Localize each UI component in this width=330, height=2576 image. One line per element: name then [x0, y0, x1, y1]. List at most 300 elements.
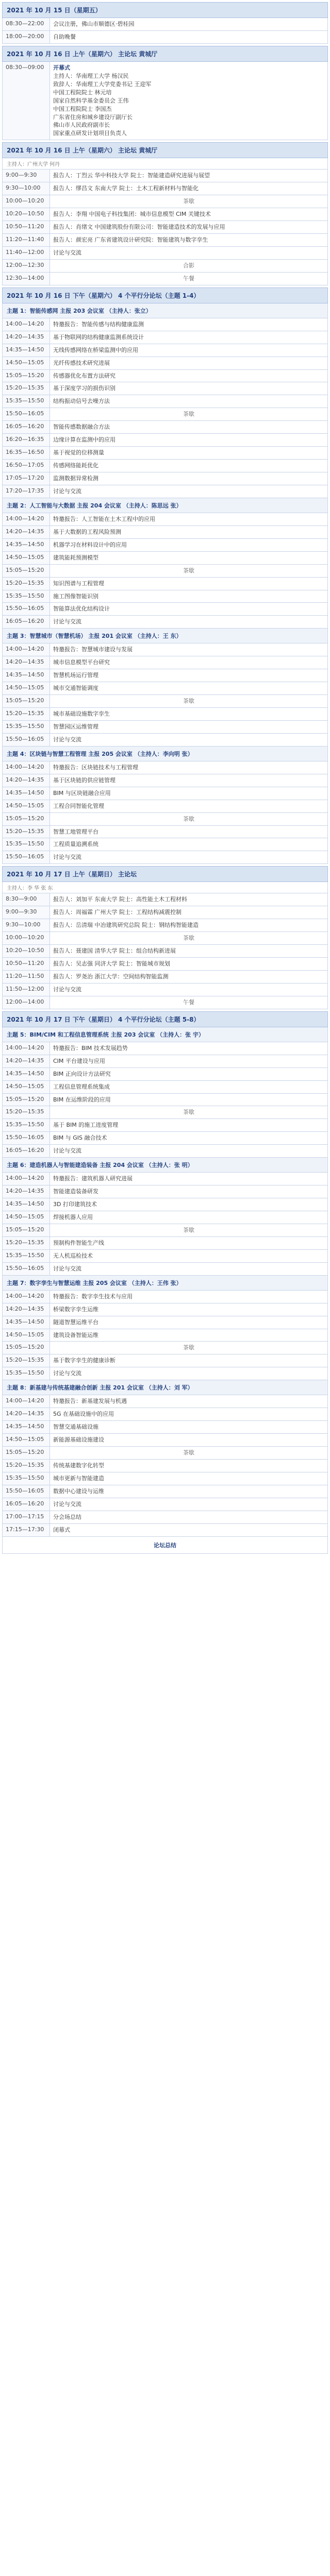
day3-chair: 主持人：李 华 张 东: [2, 882, 328, 893]
schedule-row: [2, 234, 328, 247]
schedule-row: [2, 1485, 328, 1498]
row-time: 14:50—15:05: [3, 1081, 50, 1093]
schedule-row: [2, 539, 328, 552]
row-content: 基于大数据的工程风险预测: [53, 528, 121, 535]
schedule-row: [2, 1263, 328, 1276]
row-time: 14:35—14:50: [3, 1198, 50, 1211]
row-time: 10:20—10:50: [3, 208, 50, 221]
schedule-row: [2, 1237, 328, 1250]
row-content: 城市信息模型平台研究: [53, 659, 110, 666]
schedule-row: [2, 1367, 328, 1380]
row-time: 15:05—15:20: [3, 1224, 50, 1236]
schedule-row: [2, 260, 328, 273]
row-content: 智慧工地管理平台: [53, 828, 98, 835]
opening-content: [50, 62, 327, 140]
row-time: 10:20—10:50: [3, 945, 50, 957]
row-content: 特邀报告：新基建发展与机遇: [53, 1398, 127, 1405]
opening-line: 国家重点研发计划项目负责人: [53, 130, 127, 137]
row-time: 08:30—22:00: [3, 18, 50, 30]
schedule-row: [2, 1094, 328, 1107]
row-time: 15:50—16:05: [3, 1132, 50, 1144]
row-time: 16:05—16:20: [3, 421, 50, 433]
row-time: 14:35—14:50: [3, 669, 50, 682]
row-time: 15:35—15:50: [3, 590, 50, 603]
row-content: 城市更新与智能建造: [53, 1475, 104, 1482]
row-content: 报告人：罗尧治 浙江大学：空间结构智能监测: [53, 973, 169, 980]
schedule-row: [2, 1524, 328, 1537]
row-content: 午餐: [183, 998, 194, 1006]
row-time: 11:20—11:50: [3, 971, 50, 983]
row-content: 讨论与交流: [53, 487, 81, 495]
row-content: 特邀报告：数字孪生技术与应用: [53, 1293, 133, 1300]
row-time: 14:35—14:50: [3, 1421, 50, 1433]
schedule-row: [2, 1173, 328, 1185]
row-content: 会议注册，佛山市顺德区·碧桂园: [53, 21, 135, 27]
schedule-row: [2, 578, 328, 590]
row-content: 智慧园区运维管理: [53, 723, 98, 730]
row-time: 10:00—10:20: [3, 932, 50, 944]
schedule-row: [2, 1316, 328, 1329]
row-time: 14:20—14:35: [3, 656, 50, 669]
row-content: 自助晚餐: [53, 33, 76, 40]
row-time: 14:20—14:35: [3, 1303, 50, 1316]
row-content: 城市基础设施数字孪生: [53, 710, 110, 717]
schedule-row: [2, 1291, 328, 1303]
row-time: 12:00—12:30: [3, 260, 50, 272]
row-content: BIM 在运维阶段的应用: [53, 1096, 111, 1103]
schedule-row: [2, 344, 328, 357]
row-time: 15:35—15:50: [3, 1250, 50, 1262]
day2pm-sessions: [2, 303, 328, 865]
session-title: 主题 5：BIM/CIM 和工程信息管理系统 主报 203 会议室 （主持人：张 宇）: [2, 1027, 328, 1042]
row-content: CIM 平台建设与应用: [53, 1057, 105, 1064]
schedule-row: [2, 787, 328, 800]
schedule-row: [2, 945, 328, 958]
row-time: 15:35—15:50: [3, 395, 50, 408]
schedule-row: [2, 434, 328, 447]
row-content: 建筑能耗预测模型: [53, 554, 98, 561]
row-content: 结构振动信号去噪方法: [53, 398, 110, 405]
row-time: 10:50—11:20: [3, 958, 50, 970]
row-time: 9:00—9:30: [3, 906, 50, 919]
row-content: BIM 正向设计方法研究: [53, 1070, 111, 1077]
row-time: 14:00—14:20: [3, 318, 50, 331]
schedule-row: [2, 221, 328, 234]
row-time: 15:05—15:20: [3, 695, 50, 707]
opening-title: 开幕式: [53, 64, 70, 71]
row-content: 3D 打印建筑技术: [53, 1201, 97, 1208]
row-content: 报告人：李翔 中国电子科技集团：城市信息模型 CIM 关键技术: [53, 211, 211, 218]
schedule-row: [2, 919, 328, 932]
row-time: 9:00—9:30: [3, 170, 50, 182]
row-time: 18:00—20:00: [3, 31, 50, 43]
row-content: 基于 BIM 的施工进度管理: [53, 1122, 119, 1129]
row-content: 智慧机场运行管理: [53, 672, 98, 679]
row-time: 14:20—14:35: [3, 774, 50, 787]
schedule-row: [2, 1421, 328, 1434]
row-time: 15:35—15:50: [3, 1472, 50, 1485]
row-time: 15:20—15:35: [3, 1237, 50, 1249]
row-time: 10:50—11:20: [3, 221, 50, 233]
row-time: 15:35—15:50: [3, 838, 50, 851]
row-time: 9:30—10:00: [3, 182, 50, 195]
schedule-row: [2, 851, 328, 864]
row-content: 茶歇: [183, 1449, 194, 1456]
row-content: 报告人：缪昌文 东南大学 院士：土木工程新材料与智能化: [53, 185, 199, 192]
row-time: 15:20—15:35: [3, 1354, 50, 1367]
opening-row: [2, 62, 328, 140]
row-time: 14:50—15:05: [3, 1329, 50, 1342]
day2-keynotes: [2, 170, 328, 285]
row-time: 14:35—14:50: [3, 344, 50, 357]
opening-line: 致辞人：华南理工大学党委书记 王迎军: [53, 80, 152, 88]
row-time: 14:20—14:35: [3, 331, 50, 344]
row-time: 16:05—16:20: [3, 1498, 50, 1511]
row-content: 特邀报告：BIM 技术发展趋势: [53, 1044, 128, 1052]
row-time: 11:20—11:40: [3, 234, 50, 246]
schedule-row: [2, 408, 328, 421]
schedule-row: [2, 838, 328, 851]
schedule-row: [2, 273, 328, 285]
schedule-row: [2, 331, 328, 344]
schedule-row: [2, 813, 328, 826]
schedule-row: [2, 1132, 328, 1145]
schedule-row: [2, 1042, 328, 1055]
day2pm-header: 2021 年 10 月 16 日 下午（星期六） 4 个平行分论坛（主题 1-4）: [2, 287, 328, 303]
row-content: 茶歇: [183, 935, 194, 942]
opening-line: 国家自然科学基金委员会 王伟: [53, 97, 129, 104]
row-time: 14:00—14:20: [3, 643, 50, 656]
row-content: 传感网络能耗优化: [53, 462, 98, 469]
row-content: 讨论与交流: [53, 986, 81, 993]
schedule-row: [2, 195, 328, 208]
schedule-row: [2, 382, 328, 395]
row-content: 工程信息管理系统集成: [53, 1083, 110, 1090]
row-content: 建筑设备智能运维: [53, 1331, 98, 1338]
schedule-row: [2, 656, 328, 669]
schedule-row: [2, 1303, 328, 1316]
keynote-header: 2021 年 10 月 16 日 上午（星期六） 主论坛 黄城厅: [2, 142, 328, 158]
schedule-row: [2, 1354, 328, 1367]
row-time: 16:50—17:05: [3, 460, 50, 472]
schedule-row: [2, 800, 328, 813]
row-time: 14:50—15:05: [3, 682, 50, 694]
opening-time: 08:30—09:00: [3, 62, 50, 140]
row-content: 茶歇: [183, 1344, 194, 1351]
row-time: 14:50—15:05: [3, 1434, 50, 1446]
schedule-row: [2, 708, 328, 721]
schedule-row: [2, 1211, 328, 1224]
schedule-row: [2, 603, 328, 616]
schedule-row: [2, 1224, 328, 1237]
schedule-row: [2, 1434, 328, 1447]
schedule-row: [2, 906, 328, 919]
row-content: 分会场总结: [53, 1513, 81, 1520]
row-content: 讨论与交流: [53, 1147, 81, 1155]
schedule-row: [2, 472, 328, 485]
schedule-row: [2, 643, 328, 656]
row-content: BIM 与 GIS 融合技术: [53, 1134, 107, 1142]
row-content: BIM 与区块链融合应用: [53, 789, 111, 796]
row-content: 讨论与交流: [53, 249, 81, 256]
row-content: 特邀报告：建筑机器人研究进展: [53, 1175, 133, 1182]
row-time: 14:35—14:50: [3, 787, 50, 800]
day3-header: 2021 年 10 月 17 日 上午（星期日） 主论坛: [2, 866, 328, 882]
row-content: 智慧交通基础设施: [53, 1423, 98, 1431]
row-content: 城市交通智能调度: [53, 685, 98, 692]
day2-header: 2021 年 10 月 16 日 上午（星期六） 主论坛 黄城厅: [2, 46, 328, 62]
session-title: 主题 1：智能传感网 主报 203 会议室 （主持人：张立）: [2, 303, 328, 318]
schedule-row: [2, 826, 328, 839]
schedule-row: [2, 208, 328, 221]
schedule-row: [2, 395, 328, 408]
keynote-chair: 主持人：广州大学 何丹: [2, 158, 328, 170]
day1-header: 2021 年 10 月 15 日（星期五）: [2, 2, 328, 18]
schedule-row: [2, 1081, 328, 1094]
row-time: 14:20—14:35: [3, 526, 50, 538]
row-time: 10:00—10:20: [3, 195, 50, 208]
schedule-row: [2, 682, 328, 695]
row-time: 17:20—17:35: [3, 485, 50, 498]
schedule-row: [2, 513, 328, 526]
schedule-row: [2, 1119, 328, 1132]
row-time: 17:05—17:20: [3, 472, 50, 485]
row-content: 茶歇: [183, 198, 194, 205]
row-time: 14:50—15:05: [3, 552, 50, 564]
row-time: 8:30—9:00: [3, 893, 50, 906]
row-content: 机器学习在材料设计中的应用: [53, 541, 127, 548]
schedule-row: [2, 1511, 328, 1524]
row-content: 隧道智慧运维平台: [53, 1318, 98, 1326]
row-content: 讨论与交流: [53, 736, 81, 743]
row-content: 监测数据异常检测: [53, 475, 98, 482]
row-content: 报告人：吴志强 同济大学 院士：智能城市规划: [53, 960, 170, 967]
row-time: 15:35—15:50: [3, 721, 50, 733]
session-title: 主题 3：智慧城市（智慧机场） 主报 201 会议室 （主持人：王 东）: [2, 629, 328, 643]
row-content: 茶歇: [183, 567, 194, 574]
row-content: 合影: [183, 262, 194, 269]
row-time: 15:50—16:05: [3, 734, 50, 746]
row-time: 15:50—16:05: [3, 1485, 50, 1498]
row-time: 14:50—15:05: [3, 357, 50, 369]
row-time: 14:20—14:35: [3, 1408, 50, 1420]
row-time: 15:20—15:35: [3, 708, 50, 720]
schedule-row: [2, 1460, 328, 1472]
row-time: 14:00—14:20: [3, 513, 50, 526]
row-content: 报告人：丁烈云 华中科技大学 院士：智能建造研究进展与展望: [53, 172, 210, 179]
row-content: 桥梁数字孪生运维: [53, 1306, 98, 1313]
row-time: 15:05—15:20: [3, 565, 50, 577]
row-time: 15:50—16:05: [3, 851, 50, 863]
row-content: 报告人：岳清瑞 中冶建筑研究总院 院士：钢结构智能建造: [53, 922, 199, 929]
row-content: 基于视觉的位移测量: [53, 449, 104, 456]
schedule-row: [2, 996, 328, 1009]
row-time: 16:05—16:20: [3, 1145, 50, 1157]
row-time: 15:05—15:20: [3, 1342, 50, 1354]
day1-schedule: [2, 18, 328, 44]
row-time: 15:20—15:35: [3, 826, 50, 838]
row-content: 5G 在基础设施中的应用: [53, 1411, 114, 1418]
row-time: 14:00—14:20: [3, 1173, 50, 1185]
row-time: 14:20—14:35: [3, 1055, 50, 1067]
row-content: 报告人：肖绪文 中国建筑股份有限公司：智能建造技术的发展与应用: [53, 224, 225, 231]
schedule-row: [2, 958, 328, 971]
row-content: 午餐: [183, 275, 194, 282]
session-title: 主题 8：新基建与传统基建融合创新 主报 201 会议室 （主持人：刘 军）: [2, 1380, 328, 1395]
row-time: 15:20—15:35: [3, 578, 50, 590]
row-time: 14:35—14:50: [3, 1316, 50, 1329]
schedule-row: [2, 485, 328, 498]
row-time: 16:20—16:35: [3, 434, 50, 446]
session-title: 主题 7：数字孪生与智慧运维 主报 205 会议室 （主持人：王伟 张）: [2, 1276, 328, 1291]
schedule-row: [2, 1055, 328, 1068]
schedule-row: [2, 1329, 328, 1342]
row-time: 15:35—15:50: [3, 1119, 50, 1131]
row-time: 15:05—15:20: [3, 1447, 50, 1459]
row-content: 报告人：周福霖 广州大学 院士：工程结构减震控制: [53, 909, 182, 916]
schedule-row: [2, 616, 328, 629]
schedule-row: [2, 31, 328, 44]
row-time: 15:20—15:35: [3, 382, 50, 395]
row-time: 15:20—15:35: [3, 1106, 50, 1118]
schedule-row: [2, 1145, 328, 1158]
program-page: [2, 2, 328, 1554]
row-content: 智能算法优化结构设计: [53, 605, 110, 613]
schedule-row: [2, 370, 328, 383]
row-content: 报告人：聂建国 清华大学 院士：组合结构新进展: [53, 947, 176, 955]
schedule-row: [2, 1498, 328, 1511]
row-content: 传统基建数字化转型: [53, 1462, 104, 1469]
row-time: 14:50—15:05: [3, 800, 50, 812]
row-content: 焊接机器人应用: [53, 1214, 93, 1221]
day3-schedule: [2, 893, 328, 1009]
schedule-row: [2, 721, 328, 734]
row-content: 施工图像智能识别: [53, 592, 98, 600]
row-content: 数据中心建设与运维: [53, 1487, 104, 1495]
row-content: 讨论与交流: [53, 854, 81, 861]
row-content: 特邀报告：智能传感与结构健康监测: [53, 320, 144, 328]
opening-line: 中国工程院院士 林元培: [53, 89, 112, 96]
row-time: 14:50—15:05: [3, 1211, 50, 1224]
row-content: 讨论与交流: [53, 618, 81, 625]
opening-lines: [53, 72, 324, 138]
schedule-row: [2, 1250, 328, 1263]
row-content: 工程质量追溯系统: [53, 841, 98, 848]
row-content: 茶歇: [183, 815, 194, 822]
opening-line: 中国工程院院士 李国杰: [53, 105, 112, 112]
row-content: 闭幕式: [53, 1526, 70, 1533]
row-time: 11:50—12:00: [3, 984, 50, 996]
schedule-row: [2, 1447, 328, 1460]
schedule-row: [2, 695, 328, 708]
day3pm-sessions: [2, 1027, 328, 1537]
schedule-row: [2, 1408, 328, 1421]
row-time: 15:05—15:20: [3, 813, 50, 825]
row-content: 传感器优化布置方法研究: [53, 372, 116, 379]
schedule-row: [2, 460, 328, 472]
row-time: 15:50—16:05: [3, 408, 50, 420]
schedule-row: [2, 357, 328, 370]
row-content: 特邀报告：人工智能在土木工程中的应用: [53, 515, 155, 522]
row-content: 茶歇: [183, 1226, 194, 1233]
row-content: 新能源基础设施建设: [53, 1436, 104, 1444]
row-content: 基于数字孪生的健康诊断: [53, 1357, 116, 1364]
row-time: 14:35—14:50: [3, 539, 50, 551]
schedule-row: [2, 18, 328, 31]
row-content: 光纤传感技术研究进展: [53, 359, 110, 366]
row-content: 报告人：刘加平 东南大学 院士：高性能土木工程材料: [53, 896, 187, 903]
schedule-row: [2, 552, 328, 565]
row-time: 15:05—15:20: [3, 1094, 50, 1106]
row-content: 基于深度学习的损伤识别: [53, 385, 116, 392]
schedule-row: [2, 526, 328, 539]
closing-footer: 论坛总结: [2, 1537, 328, 1554]
row-content: 知识图谱与工程管理: [53, 580, 104, 587]
schedule-row: [2, 971, 328, 984]
session-title: 主题 4：区块链与智慧工程管理 主报 205 会议室 （主持人：李向明 张）: [2, 747, 328, 761]
schedule-row: [2, 669, 328, 682]
row-time: 14:35—14:50: [3, 1068, 50, 1080]
row-content: 无人机巡检技术: [53, 1252, 93, 1259]
schedule-row: [2, 1342, 328, 1354]
row-time: 15:35—15:50: [3, 1367, 50, 1380]
row-content: 讨论与交流: [53, 1370, 81, 1377]
row-time: 11:40—12:00: [3, 247, 50, 259]
row-content: 基于物联网的结构健康监测系统设计: [53, 333, 144, 341]
row-time: 14:20—14:35: [3, 1185, 50, 1198]
row-content: 讨论与交流: [53, 1500, 81, 1507]
schedule-row: [2, 984, 328, 996]
row-content: 讨论与交流: [53, 1265, 81, 1272]
row-content: 工程合同智能化管理: [53, 802, 104, 809]
row-time: 17:00—17:15: [3, 1511, 50, 1523]
row-time: 14:00—14:20: [3, 1042, 50, 1055]
row-time: 14:00—14:20: [3, 1291, 50, 1303]
row-time: 16:05—16:20: [3, 616, 50, 628]
row-time: 12:30—14:00: [3, 273, 50, 285]
schedule-row: [2, 247, 328, 260]
row-content: 预制构件智能生产线: [53, 1239, 104, 1246]
schedule-row: [2, 318, 328, 331]
row-content: 特邀报告：智慧城市建设与发展: [53, 646, 133, 653]
schedule-row: [2, 761, 328, 774]
row-time: 14:00—14:20: [3, 1395, 50, 1408]
session-title: 主题 2：人工智能与大数据 主报 204 会议室 （主持人：陈思远 张）: [2, 498, 328, 513]
schedule-row: [2, 893, 328, 906]
schedule-row: [2, 182, 328, 195]
schedule-row: [2, 421, 328, 434]
schedule-row: [2, 1185, 328, 1198]
row-content: 智能传感数据融合方法: [53, 423, 110, 431]
opening-line: 佛山市人民政府副市长: [53, 122, 110, 129]
schedule-row: [2, 932, 328, 945]
row-time: 15:50—16:05: [3, 1263, 50, 1275]
schedule-row: [2, 1472, 328, 1485]
schedule-row: [2, 170, 328, 182]
row-content: 茶歇: [183, 698, 194, 705]
opening-line: 广东省住房和城乡建设厅副厅长: [53, 113, 133, 121]
row-content: 特邀报告：区块链技术与工程管理: [53, 764, 138, 771]
row-time: 15:50—16:05: [3, 603, 50, 615]
row-time: 15:20—15:35: [3, 1460, 50, 1472]
schedule-row: [2, 447, 328, 460]
row-content: 基于区块链的供应链管理: [53, 776, 116, 784]
schedule-row: [2, 590, 328, 603]
row-time: 14:00—14:20: [3, 761, 50, 774]
row-time: 16:35—16:50: [3, 447, 50, 459]
schedule-row: [2, 1198, 328, 1211]
row-time: 9:30—10:00: [3, 919, 50, 931]
